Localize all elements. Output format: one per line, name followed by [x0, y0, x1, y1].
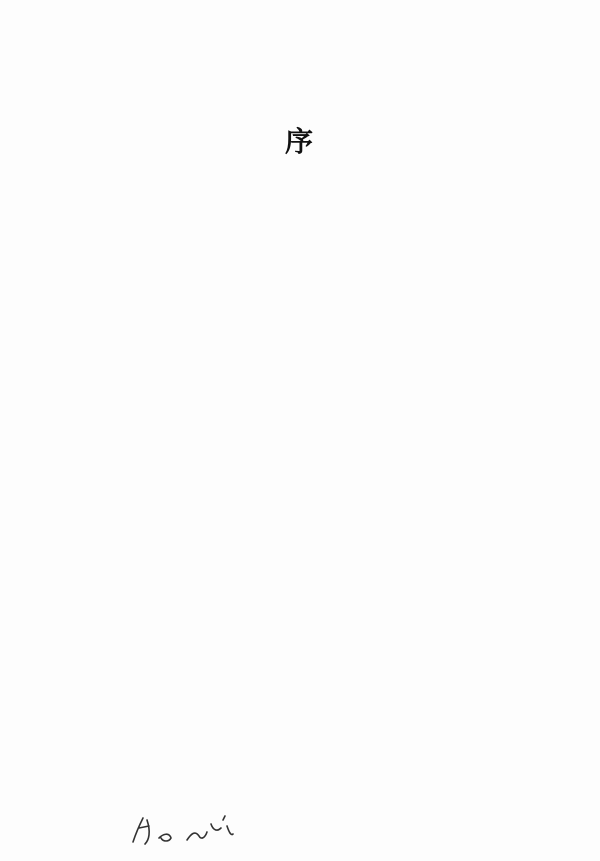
- page-title: 序: [284, 125, 315, 158]
- body-text: [73, 175, 526, 815]
- handwritten-signature-icon: [125, 812, 245, 848]
